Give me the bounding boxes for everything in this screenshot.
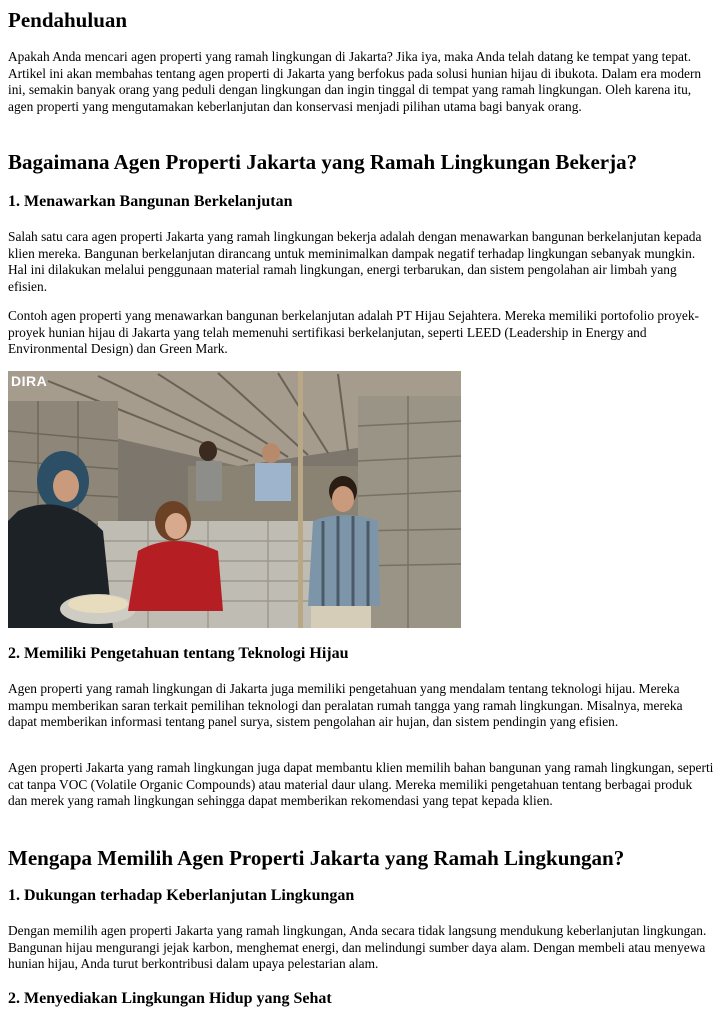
how-1-paragraph-2: Contoh agen properti yang menawarkan bangunan berkelanjutan adalah PT Hijau Sejahtera. Mereka memiliki portofolio proyek-proyek hunian hijau di Jakarta yang telah memenuhi sertifikasi berkelanjutan, seperti LEED (Leadership in Energy and Environmental Design) dan Green Mark. xyxy=(8,308,700,357)
why-1-heading: 1. Dukungan terhadap Keberlanjutan Lingkungan xyxy=(8,887,355,904)
how-2-heading: 2. Memiliki Pengetahuan tentang Teknologi Hijau xyxy=(8,645,349,662)
why-heading: Mengapa Memilih Agen Properti Jakarta yang Ramah Lingkungan? xyxy=(8,846,625,870)
photo-watermark: DIRA xyxy=(11,373,48,389)
why-1-paragraph-1: Dengan memilih agen properti Jakarta yang ramah lingkungan, Anda secara tidak langsung mendukung keberlanjutan lingkungan. Bangunan hijau mengurangi jejak karbon, menghemat energi, dan melindungi sumber daya alam. Dengan membeli atau menyewa hunian hijau, Anda turut berkontribusi dalam upaya pelestarian alam. xyxy=(8,923,707,972)
construction-photo-drawing xyxy=(8,371,461,628)
construction-photo xyxy=(8,371,461,628)
how-1-paragraph-1: Salah satu cara agen properti Jakarta yang ramah lingkungan bekerja adalah dengan menawarkan bangunan berkelanjutan kepada klien mereka. Bangunan berkelanjutan dirancang untuk meminimalkan dampak negatif terhadap lingkungan sebanyak mungkin. Hal ini dilakukan melalui penggunaan material ramah lingkungan, energi terbarukan, dan sistem pengolahan air limbah yang efisien. xyxy=(8,229,702,294)
intro-heading: Pendahuluan xyxy=(8,8,128,32)
how-1-heading: 1. Menawarkan Bangunan Berkelanjutan xyxy=(8,193,293,210)
how-heading: Bagaimana Agen Properti Jakarta yang Ramah Lingkungan Bekerja? xyxy=(8,150,638,174)
intro-paragraph: Apakah Anda mencari agen properti yang ramah lingkungan di Jakarta? Jika iya, maka Anda telah datang ke tempat yang tepat. Artikel ini akan membahas tentang agen properti di Jakarta yang berfokus pada solusi hunian hijau di ibukota. Dalam era modern ini, semakin banyak orang yang peduli dengan lingkungan dan ingin tinggal di tempat yang ramah lingkungan. Oleh karena itu, agen properti yang mengutamakan keberlanjutan dan konservasi menjadi pilihan utama bagi banyak orang. xyxy=(8,49,702,114)
how-2-paragraph-2: Agen properti Jakarta yang ramah lingkungan juga dapat membantu klien memilih bahan bangunan yang ramah lingkungan, seperti cat tanpa VOC (Volatile Organic Compounds) atau material daur ulang. Mereka memiliki pengetahuan tentang berbagai produk dan merek yang ramah lingkungan sehingga dapat memberikan rekomendasi yang tepat kepada klien. xyxy=(8,760,714,809)
why-2-heading: 2. Menyediakan Lingkungan Hidup yang Sehat xyxy=(8,990,332,1007)
how-2-paragraph-1: Agen properti yang ramah lingkungan di Jakarta juga memiliki pengetahuan yang mendalam tentang teknologi hijau. Mereka mampu memberikan saran terkait pemilihan teknologi dan peralatan rumah tangga yang ramah lingkungan. Misalnya, mereka dapat memberikan informasi tentang panel surya, sistem pengolahan air hujan, dan sistem pendingin yang efisien. xyxy=(8,681,683,730)
